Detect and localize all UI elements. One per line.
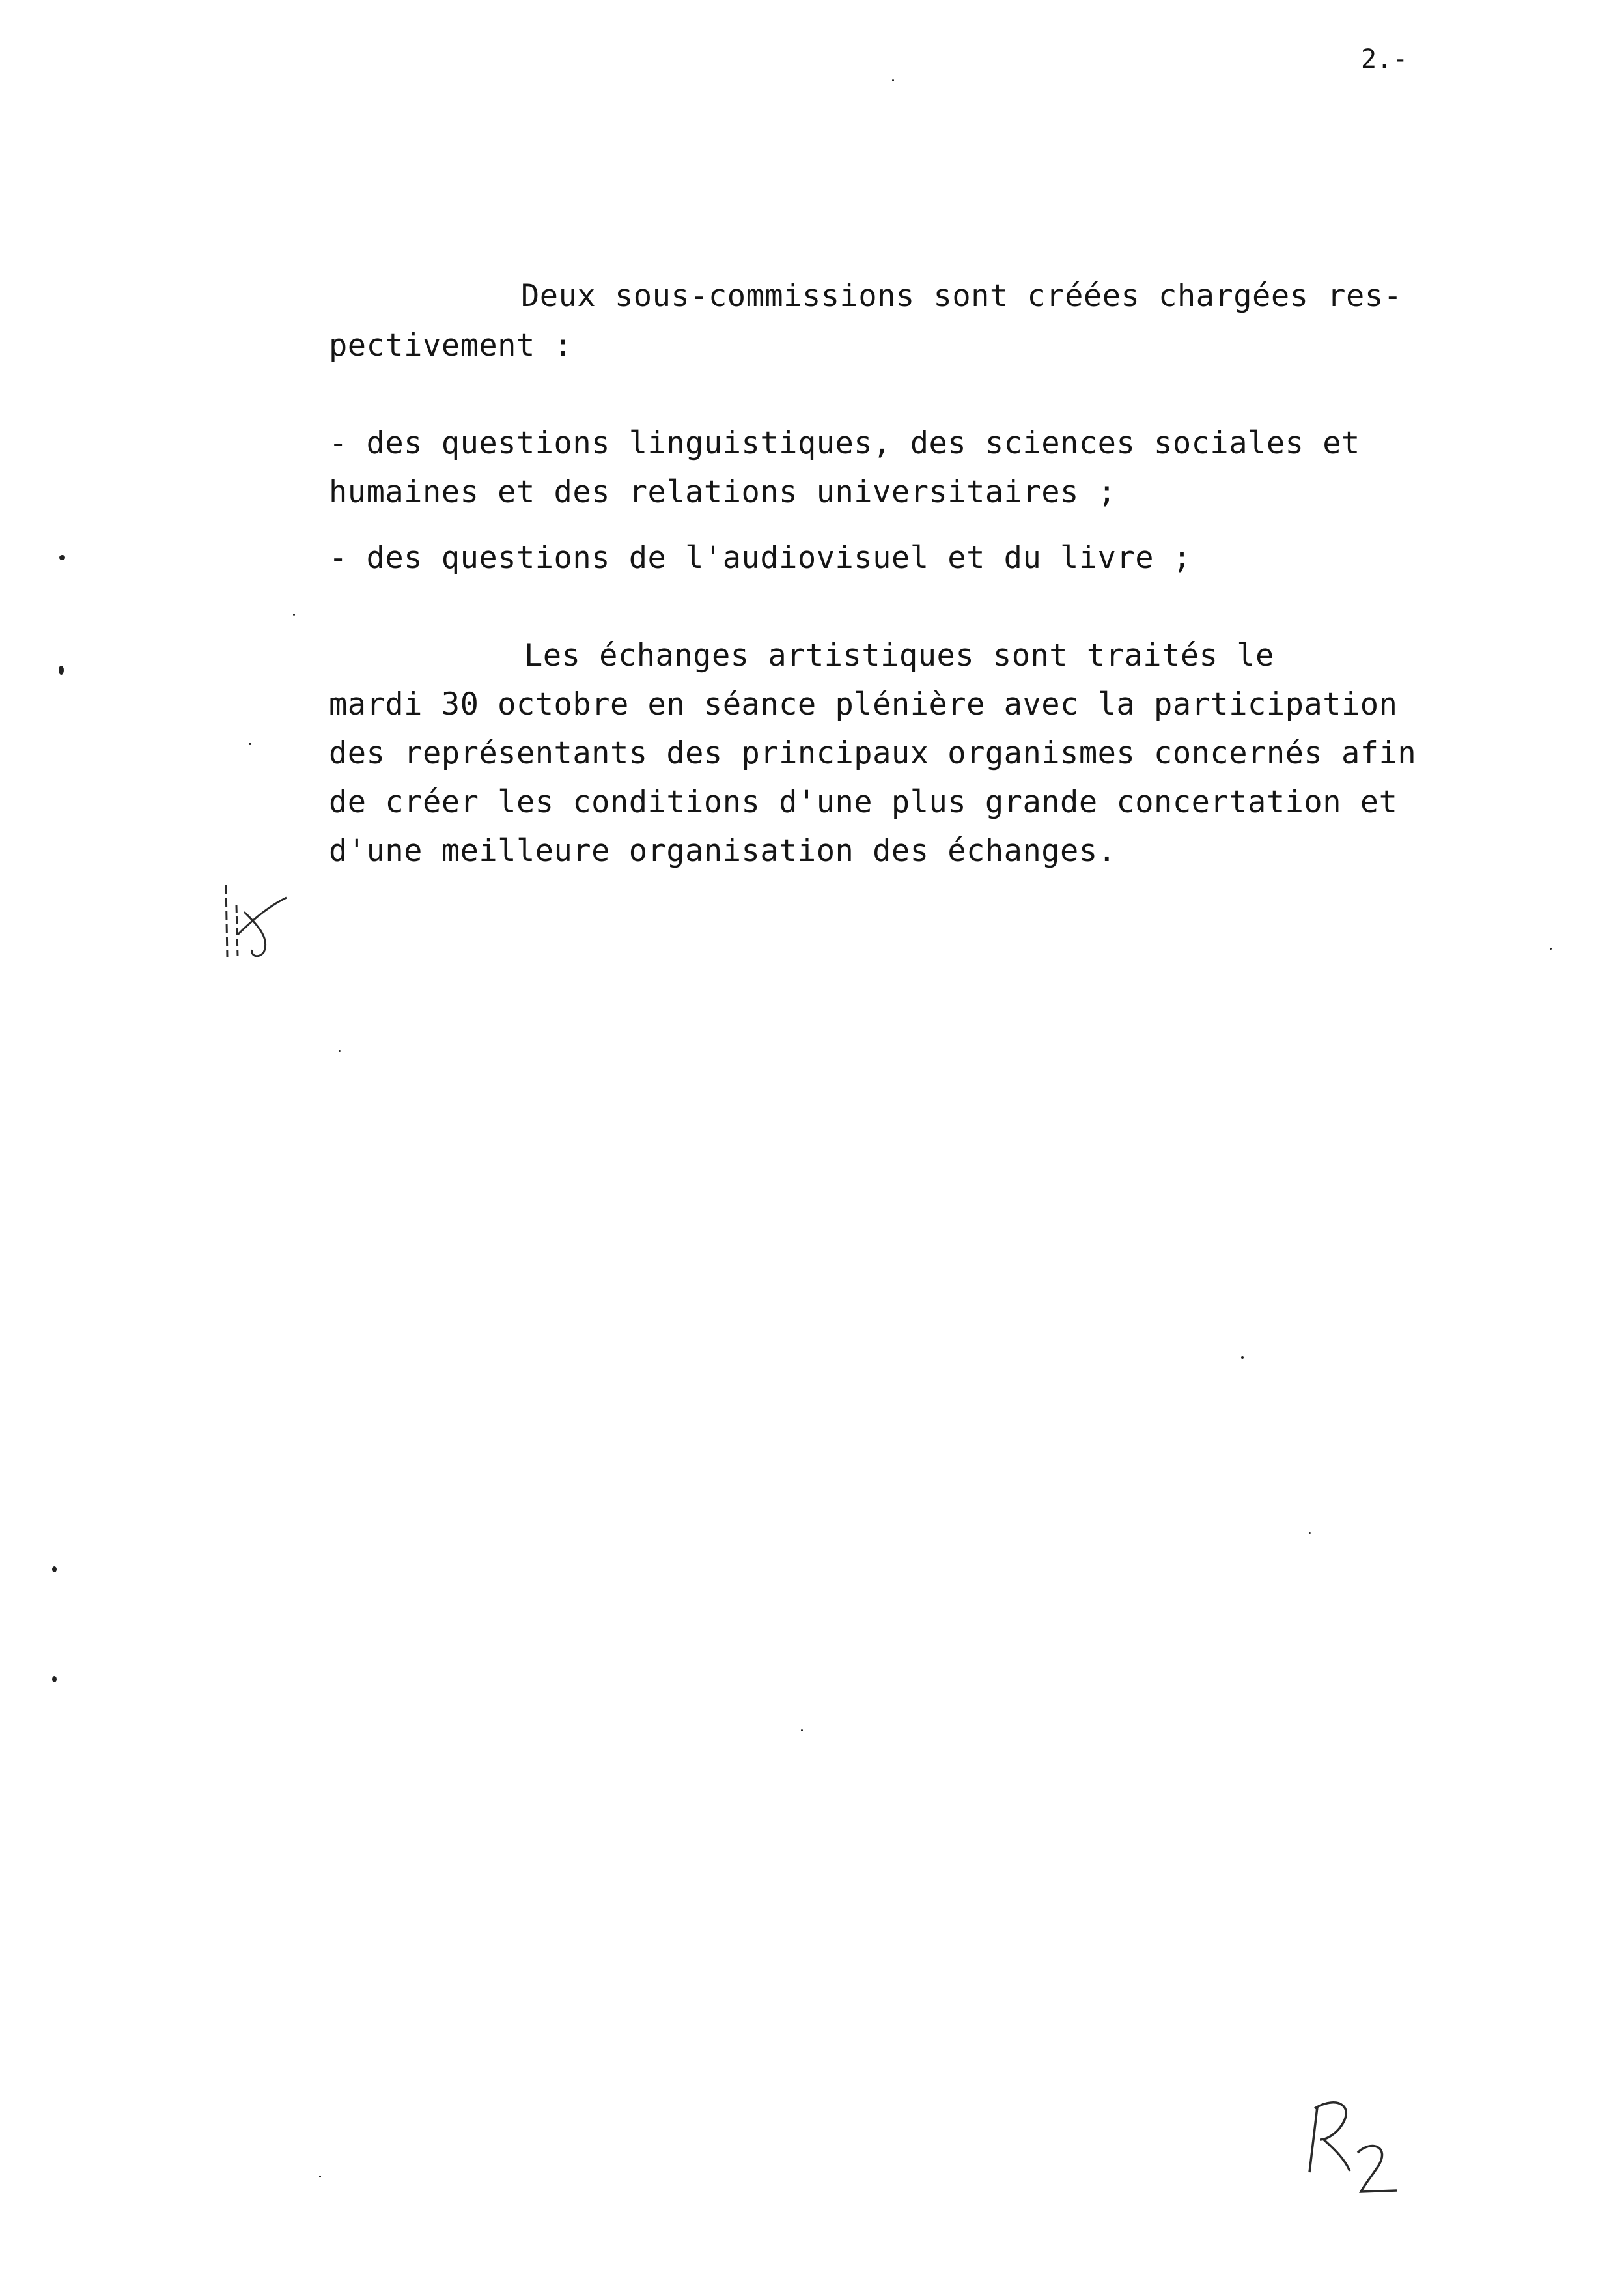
- paragraph2-line1: Les échanges artistiques sont traités le: [524, 638, 1274, 673]
- scan-speck: [52, 1676, 57, 1682]
- paragraph1-line2: pectivement :: [329, 328, 573, 363]
- scan-speck: [1550, 948, 1552, 950]
- scan-speck: [59, 666, 64, 675]
- scan-speck: [1241, 1356, 1244, 1359]
- scan-speck: [892, 79, 894, 81]
- list-item-2: - des questions de l'audiovisuel et du livre ;: [329, 540, 1192, 576]
- list-item-1-line2: humaines et des relations universitaires ;: [329, 474, 1117, 510]
- handwritten-r2-mark: [1299, 2094, 1410, 2208]
- scan-speck: [293, 614, 295, 616]
- paragraph2-line4: de créer les conditions d'une plus grande concertation et: [329, 784, 1398, 820]
- scan-speck: [319, 2176, 321, 2177]
- scan-speck: [801, 1729, 803, 1731]
- scan-speck: [339, 1050, 341, 1052]
- paragraph2-line5: d'une meilleure organisation des échanges.: [329, 833, 1117, 869]
- paragraph2-line3: des représentants des principaux organismes concernés afin: [329, 735, 1417, 771]
- paragraph1-line1: Deux sous-commissions sont créées chargées res-: [521, 278, 1403, 314]
- paragraph2-line2: mardi 30 octobre en séance plénière avec la participation: [329, 687, 1398, 722]
- scan-speck: [59, 555, 65, 560]
- handwritten-initials: [218, 879, 296, 964]
- list-item-1-line1: - des questions linguistiques, des sciences sociales et: [329, 425, 1360, 461]
- scan-speck: [249, 743, 251, 745]
- page-number: 2.-: [1361, 44, 1408, 74]
- scan-speck: [1309, 1532, 1311, 1534]
- scan-speck: [52, 1566, 57, 1572]
